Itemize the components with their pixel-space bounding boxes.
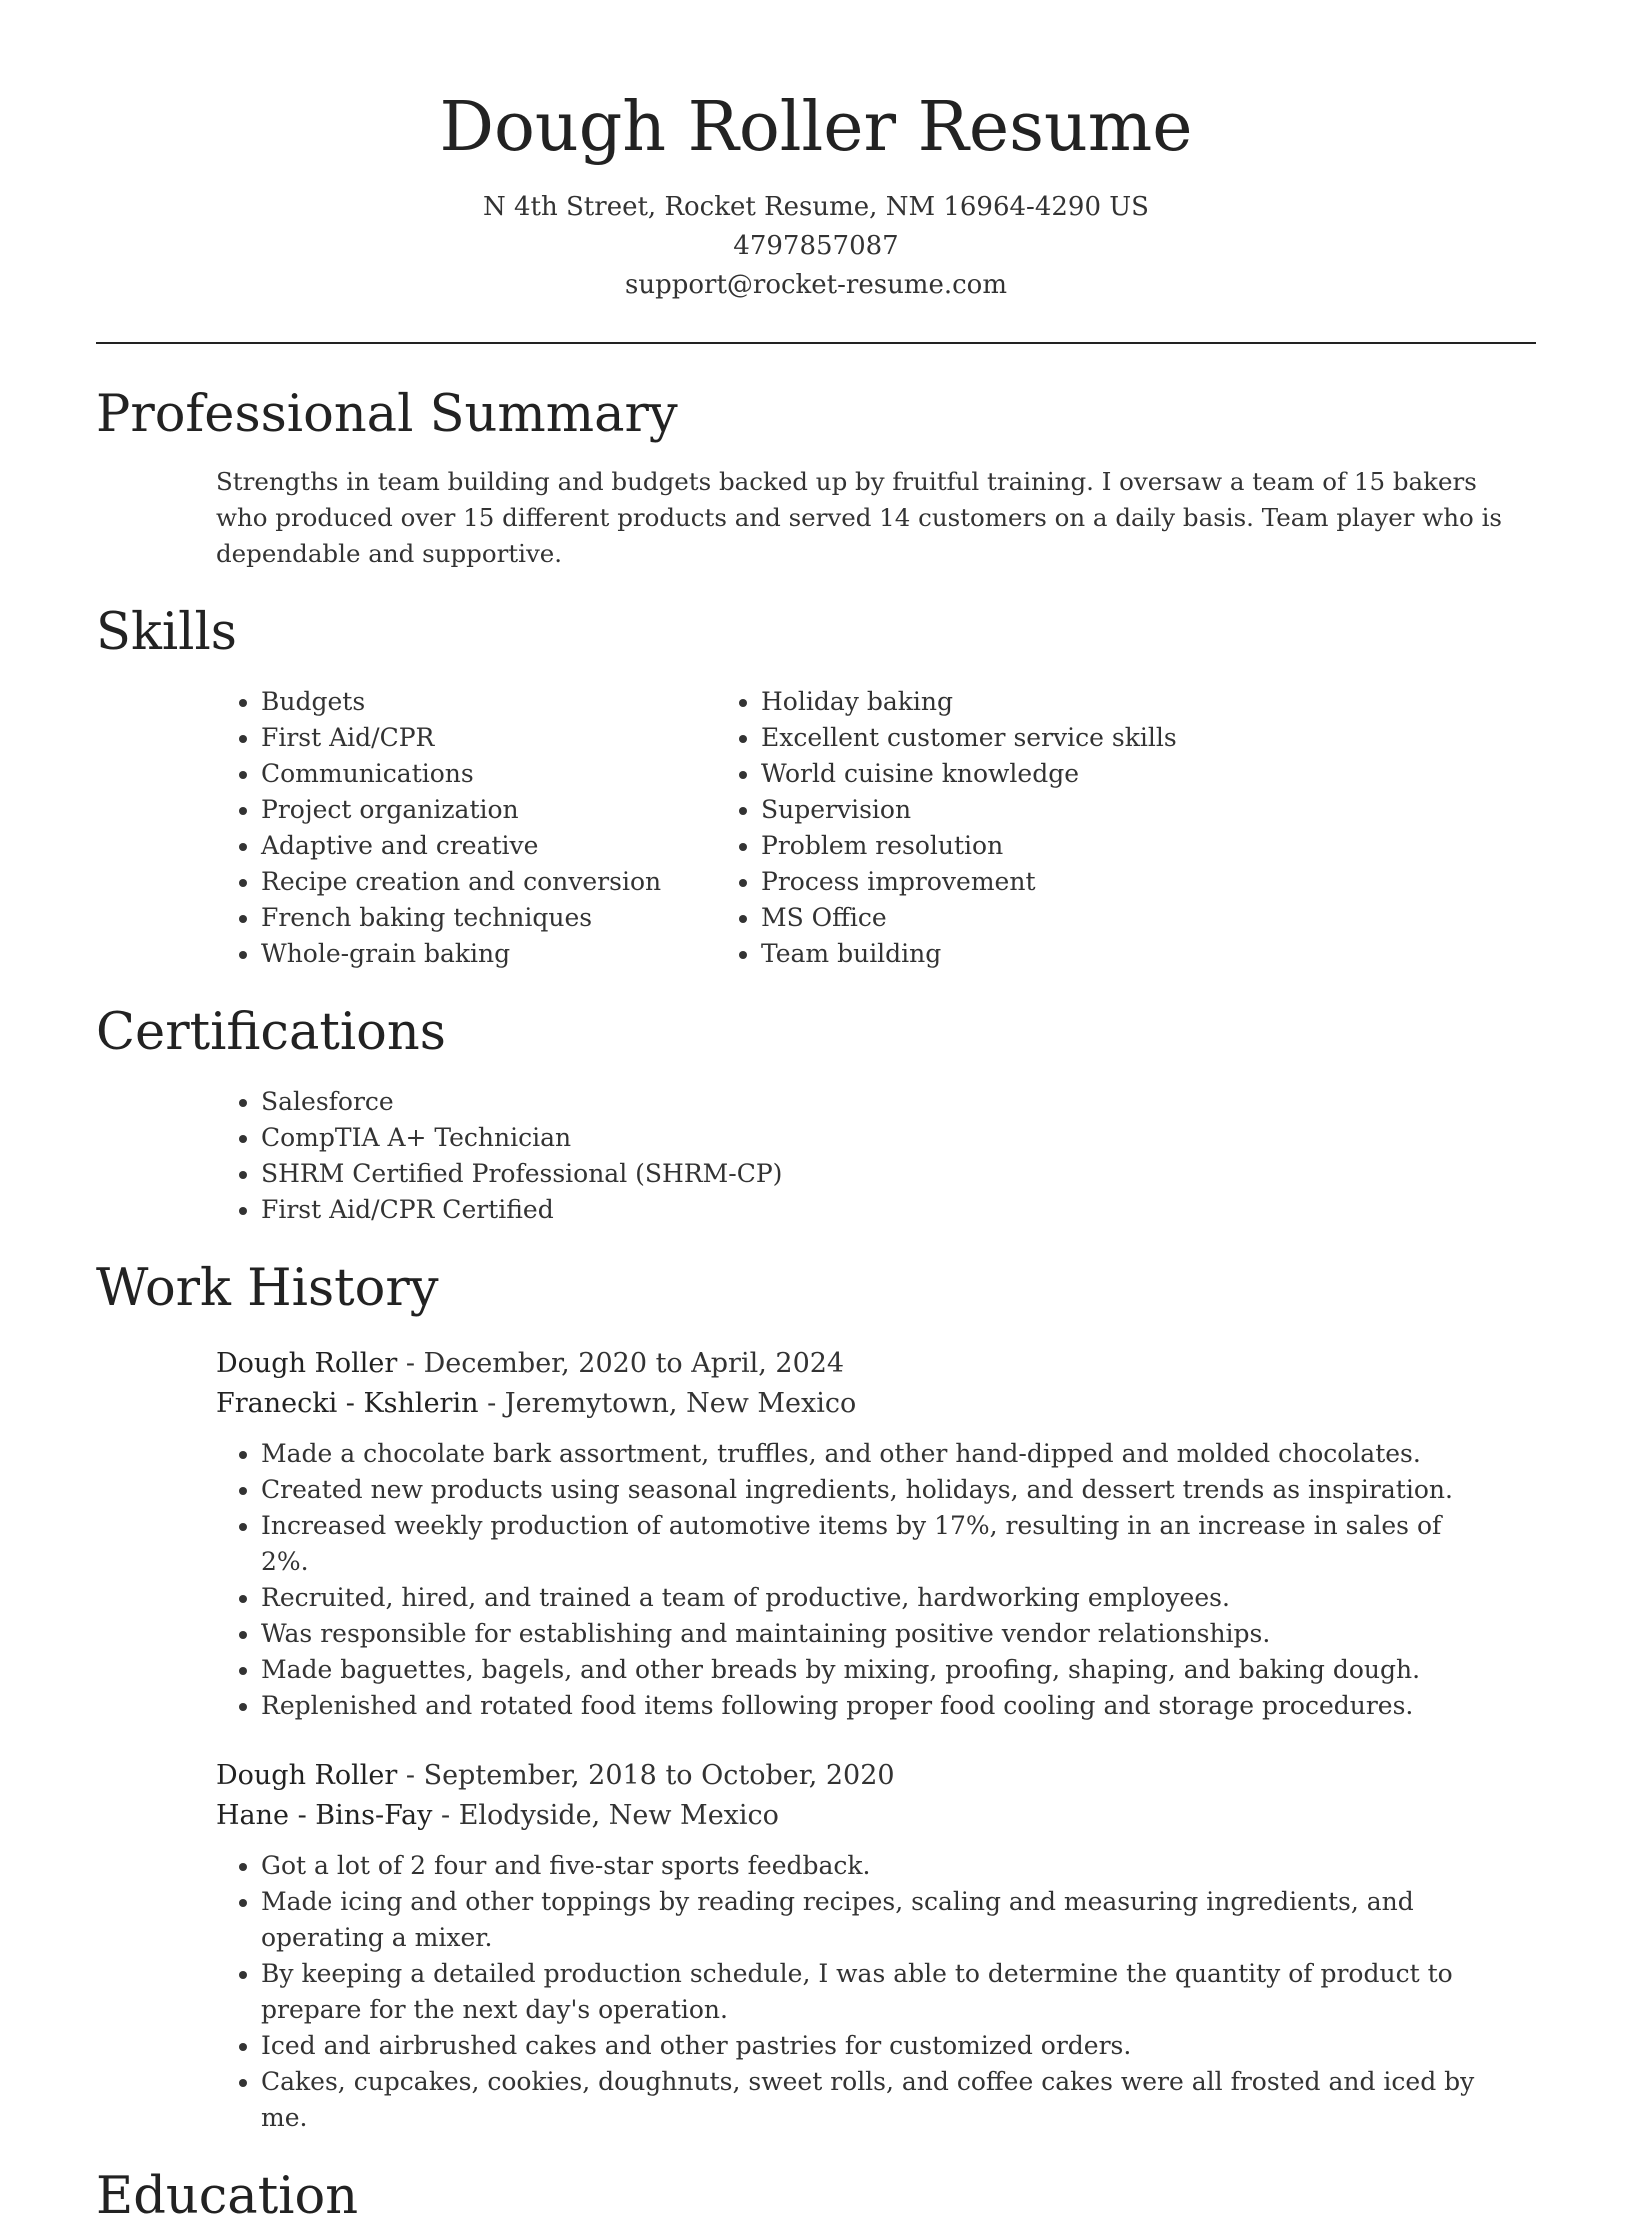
skill-item: • Communications [261,756,746,792]
job-dates: - December, 2020 to April, 2024 [397,1348,845,1379]
skill-item: • Project organization [261,792,746,828]
summary-heading: Professional Summary [96,385,678,444]
certification-item: • CompTIA A+ Technician [261,1120,1536,1156]
job-title-line [216,1344,1536,1384]
certifications-block [96,1084,1536,1228]
work-history-section [96,1254,1536,2136]
job-company: Franecki - Kshlerin [216,1388,479,1419]
skills-list-right [746,684,1536,972]
resume-title: Dough Roller Resume [439,88,1193,167]
skill-item: • First Aid/CPR [261,720,746,756]
job-role: Dough Roller [216,1348,398,1379]
job-bullets-block [96,1436,1536,1724]
skill-item: • Team building [761,936,1536,972]
job-bullets-block [96,1848,1536,2136]
skill-item: • Recipe creation and conversion [261,864,746,900]
certifications-heading: Certifications [96,1003,446,1062]
contact-email: support@rocket-resume.com [624,270,1007,300]
skill-item: • Holiday baking [761,684,1536,720]
job-bullet: • Made icing and other toppings by reading recipes, scaling and measuring ingredients, and operating a mixer. [261,1884,1481,1956]
resume-body [96,380,1536,2232]
skill-item: • Process improvement [761,864,1536,900]
job-bullet-list [96,1848,1536,2136]
job-bullet: • Was responsible for establishing and maintaining positive vendor relationships. [261,1616,1481,1652]
job-bullet: • Replenished and rotated food items following proper food cooling and storage procedures. [261,1688,1481,1724]
contact-address: N 4th Street, Rocket Resume, NM 16964-4290 US [482,192,1149,222]
job-company-line [216,1796,1536,1836]
job-bullet: • Made baguettes, bagels, and other breads by mixing, proofing, shaping, and baking dough. [261,1652,1481,1688]
skill-item: • Problem resolution [761,828,1536,864]
job-location: - Jeremytown, New Mexico [478,1388,857,1419]
contact-phone: 4797857087 [733,231,899,261]
summary-text: Strengths in team building and budgets backed up by fruitful training. I oversaw a team of 15 bakers who produced over 15 different products and served 14 customers on a daily basis. Team player who is dependable and supportive. [216,467,1502,568]
skills-columns [96,684,1536,972]
education-section [96,2162,1536,2232]
job-dates: - September, 2018 to October, 2020 [397,1760,895,1791]
job-bullet: • Made a chocolate bark assortment, truffles, and other hand-dipped and molded chocolates. [261,1436,1481,1472]
skill-item: • Supervision [761,792,1536,828]
skill-item: • Excellent customer service skills [761,720,1536,756]
skills-column-left [96,684,746,972]
job-bullet: • Created new products using seasonal ingredients, holidays, and dessert trends as inspiration. [261,1472,1481,1508]
certification-item: • First Aid/CPR Certified [261,1192,1536,1228]
job-bullet: • Increased weekly production of automotive items by 17%, resulting in an increase in sales of 2%. [261,1508,1481,1580]
skill-item: • French baking techniques [261,900,746,936]
job-bullet: • By keeping a detailed production schedule, I was able to determine the quantity of product to prepare for the next day's operation. [261,1956,1481,2028]
resume-header [0,0,1632,305]
contact-block [0,188,1632,305]
certifications-list [96,1084,1536,1228]
certification-item: • Salesforce [261,1084,1536,1120]
education-heading: Education [96,2167,359,2226]
certifications-section [96,998,1536,1228]
job-bullet: • Got a lot of 2 four and five-star sports feedback. [261,1848,1481,1884]
header-divider [96,342,1536,344]
job-location: - Elodyside, New Mexico [432,1800,779,1831]
job-bullet: • Cakes, cupcakes, cookies, doughnuts, sweet rolls, and coffee cakes were all frosted and iced by me. [261,2064,1481,2136]
skills-column-right [746,684,1536,972]
job-bullet: • Iced and airbrushed cakes and other pastries for customized orders. [261,2028,1481,2064]
skill-item: • Budgets [261,684,746,720]
certification-item: • SHRM Certified Professional (SHRM-CP) [261,1156,1536,1192]
summary-section [96,380,1536,572]
job-bullet-list [96,1436,1536,1724]
job-title-line [216,1756,1536,1796]
job-entry [96,1756,1536,2136]
job-company-line [216,1384,1536,1424]
skills-heading: Skills [96,603,237,662]
job-role: Dough Roller [216,1760,398,1791]
job-company: Hane - Bins-Fay [216,1800,433,1831]
skills-section [96,598,1536,972]
skill-item: • MS Office [761,900,1536,936]
skill-item: • World cuisine knowledge [761,756,1536,792]
skills-list-left [96,684,746,972]
skill-item: • Whole-grain baking [261,936,746,972]
work-history-heading: Work History [96,1259,439,1318]
skill-item: • Adaptive and creative [261,828,746,864]
job-bullet: • Recruited, hired, and trained a team of productive, hardworking employees. [261,1580,1481,1616]
job-entry [96,1344,1536,1724]
